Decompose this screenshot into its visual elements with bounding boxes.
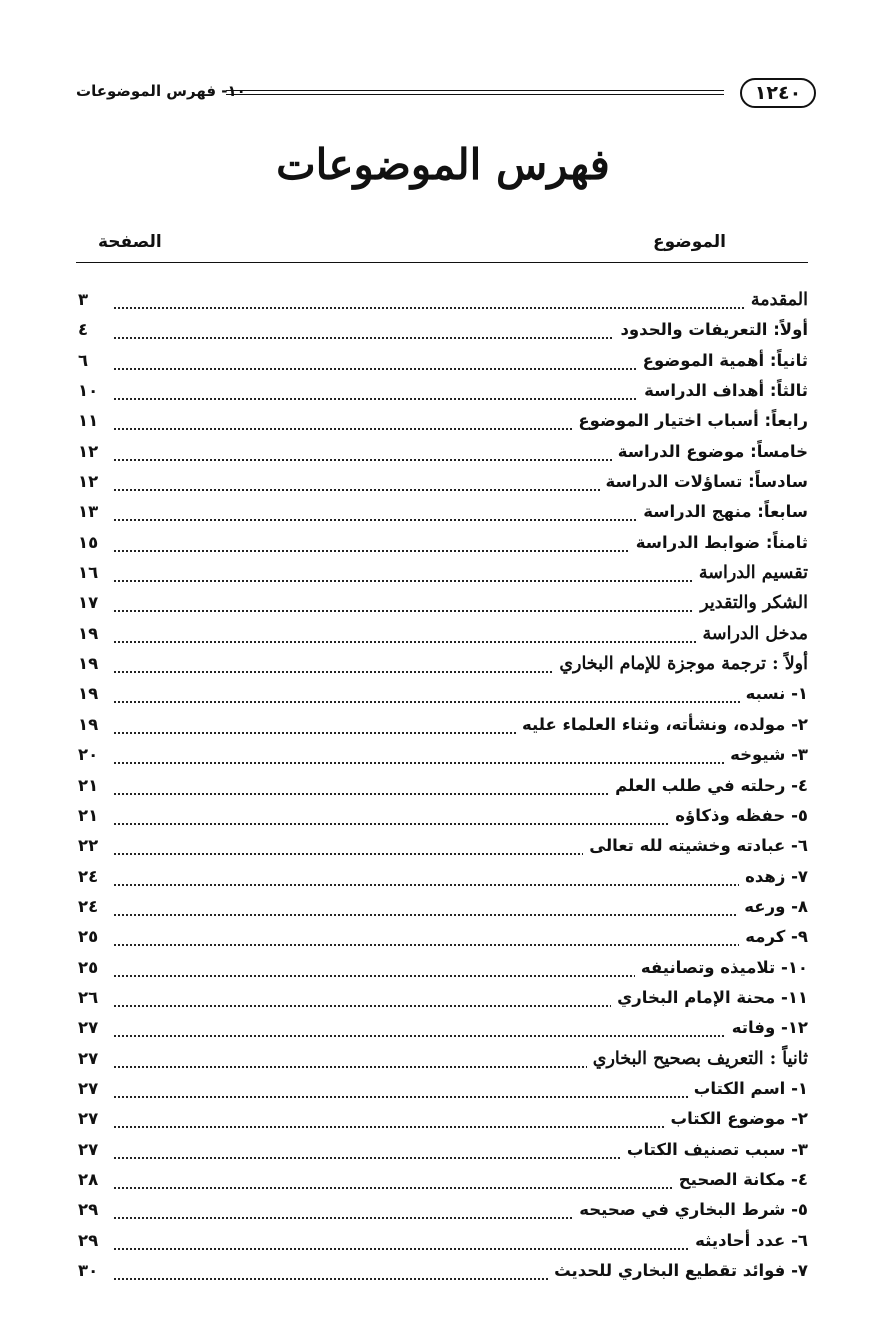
toc-entry xyxy=(78,440,808,470)
toc-entry-title: ٦- عدد أحاديثه xyxy=(689,1231,808,1250)
toc-entry-title: الشكر والتقدير xyxy=(694,593,808,613)
toc-entry xyxy=(78,349,808,379)
toc-entry-page: ٢٧ xyxy=(78,1109,114,1128)
toc-entry xyxy=(78,591,808,621)
toc-entry-page: ١٩ xyxy=(78,624,114,643)
toc-entry-page: ٢٤ xyxy=(78,867,114,886)
leader-dots xyxy=(114,914,808,916)
toc-entry xyxy=(78,834,808,864)
toc-entry-page: ٢٥ xyxy=(78,927,114,946)
toc-entry-page: ٢٧ xyxy=(78,1079,114,1098)
toc-entry-page: ١٧ xyxy=(78,593,114,612)
toc-entry xyxy=(78,895,808,925)
toc-entry-page: ٢٥ xyxy=(78,958,114,977)
toc-entry-title: ٢- مولده، ونشأته، وثناء العلماء عليه xyxy=(516,715,808,734)
toc-entry xyxy=(78,409,808,439)
toc-entry xyxy=(78,804,808,834)
toc-entry-page: ١١ xyxy=(78,411,114,430)
toc-entry-page: ٢٦ xyxy=(78,988,114,1007)
toc-entry xyxy=(78,925,808,955)
toc-entry xyxy=(78,1229,808,1259)
toc-entry xyxy=(78,1077,808,1107)
toc-entry-page: ١٩ xyxy=(78,715,114,734)
toc-entry-page: ٢٩ xyxy=(78,1231,114,1250)
toc-entry-title: أولاً : ترجمة موجزة للإمام البخاري xyxy=(553,654,808,674)
toc-entry xyxy=(78,1138,808,1168)
toc-entry xyxy=(78,379,808,409)
leader-dots xyxy=(114,1035,808,1037)
toc-entry-title: ثانياً : التعريف بصحيح البخاري xyxy=(587,1049,808,1069)
toc-entry-title: ٣- سبب تصنيف الكتاب xyxy=(621,1140,808,1159)
toc-entry-title: سادساً: تساؤلات الدراسة xyxy=(600,472,808,491)
toc-entry xyxy=(78,561,808,591)
toc-entry xyxy=(78,986,808,1016)
toc-entry-page: ١٢ xyxy=(78,472,114,491)
toc-entry xyxy=(78,470,808,500)
toc-entry-page: ١٥ xyxy=(78,533,114,552)
toc-entry-title: ثانياً: أهمية الموضوع xyxy=(637,351,808,370)
toc-entry xyxy=(78,318,808,348)
toc-entry-page: ٢٧ xyxy=(78,1018,114,1037)
toc-entry xyxy=(78,865,808,895)
toc-entry-title: ١٠- تلاميذه وتصانيفه xyxy=(635,958,808,977)
toc-entry xyxy=(78,500,808,530)
toc-entry-page: ٢٩ xyxy=(78,1200,114,1219)
toc-entry xyxy=(78,956,808,986)
toc-entry-title: تقسيم الدراسة xyxy=(693,563,808,583)
column-headers xyxy=(76,232,816,262)
toc-entry-page: ١٣ xyxy=(78,502,114,521)
toc-entry-title: ٩- كرمه xyxy=(739,927,808,946)
toc-entry-title: رابعاً: أسباب اختيار الموضوع xyxy=(572,411,808,430)
toc-entry-title: ١- نسبه xyxy=(740,684,808,703)
page-number: ١٢٤٠ xyxy=(754,82,802,104)
toc-entry-page: ٢١ xyxy=(78,806,114,825)
toc-entry-title: ٨- ورعه xyxy=(738,897,808,916)
header-divider xyxy=(76,262,808,263)
toc-entry xyxy=(78,1047,808,1077)
toc-entry-title: سابعاً: منهج الدراسة xyxy=(637,502,808,521)
toc-entry-page: ١٢ xyxy=(78,442,114,461)
toc-entry-title: ثامناً: ضوابط الدراسة xyxy=(630,533,808,552)
toc-entry-page: ١٦ xyxy=(78,563,114,582)
toc-list xyxy=(78,288,808,1289)
toc-entry xyxy=(78,622,808,652)
toc-entry-page: ١٠ xyxy=(78,381,114,400)
toc-entry-page: ٣٠ xyxy=(78,1261,114,1280)
toc-entry-title: ١١- محنة الإمام البخاري xyxy=(611,988,808,1007)
header-rule xyxy=(226,90,724,95)
leader-dots xyxy=(114,944,808,946)
toc-entry-page: ٢٧ xyxy=(78,1049,114,1068)
toc-entry xyxy=(78,713,808,743)
toc-entry xyxy=(78,1198,808,1228)
toc-entry-page: ٢٨ xyxy=(78,1170,114,1189)
toc-entry-title: ١- اسم الكتاب xyxy=(688,1079,808,1098)
toc-entry-title: ٢- موضوع الكتاب xyxy=(665,1109,809,1128)
toc-entry xyxy=(78,1107,808,1137)
toc-entry-title: ٣- شيوخه xyxy=(724,745,808,764)
toc-entry-title: أولاً: التعريفات والحدود xyxy=(614,320,808,339)
page-number-badge xyxy=(740,78,816,108)
toc-entry-title: ٤- رحلته في طلب العلم xyxy=(609,776,808,795)
toc-entry-page: ٢٧ xyxy=(78,1140,114,1159)
toc-entry xyxy=(78,743,808,773)
toc-entry-page: ٦ xyxy=(78,351,114,370)
toc-entry-page: ٣ xyxy=(78,290,114,309)
leader-dots xyxy=(114,884,808,886)
toc-entry xyxy=(78,774,808,804)
toc-entry xyxy=(78,682,808,712)
toc-entry-page: ١٩ xyxy=(78,654,114,673)
toc-entry-page: ٢١ xyxy=(78,776,114,795)
toc-entry-title: ٧- زهده xyxy=(739,867,808,886)
leader-dots xyxy=(114,701,808,703)
page-column-header: الصفحة xyxy=(98,232,162,252)
leader-dots xyxy=(114,762,808,764)
toc-entry-page: ١٩ xyxy=(78,684,114,703)
toc-entry-title: ٥- حفظه وذكاؤه xyxy=(669,806,808,825)
toc-entry-title: مدخل الدراسة xyxy=(697,624,808,644)
toc-entry-title: ٤- مكانة الصحيح xyxy=(673,1170,808,1189)
chapter-label: ١٠- فهرس الموضوعات xyxy=(76,82,246,100)
toc-entry xyxy=(78,1259,808,1289)
toc-entry-title: ١٢- وفاته xyxy=(726,1018,808,1037)
toc-entry-title: ٥- شرط البخاري في صحيحه xyxy=(573,1200,808,1219)
toc-entry-title: ٦- عبادته وخشيته لله تعالى xyxy=(583,836,808,855)
toc-entry xyxy=(78,288,808,318)
topic-column-header: الموضوع xyxy=(653,232,726,252)
toc-entry-page: ٢٤ xyxy=(78,897,114,916)
toc-entry-page: ٢٠ xyxy=(78,745,114,764)
toc-entry xyxy=(78,1168,808,1198)
toc-entry xyxy=(78,531,808,561)
toc-entry-title: ٧- فوائد تقطيع البخاري للحديث xyxy=(548,1261,808,1280)
page-title: فهرس الموضوعات xyxy=(276,140,610,189)
toc-entry-title: خامساً: موضوع الدراسة xyxy=(612,442,808,461)
leader-dots xyxy=(114,307,808,309)
toc-entry xyxy=(78,1016,808,1046)
toc-entry xyxy=(78,652,808,682)
toc-entry-page: ٤ xyxy=(78,320,114,339)
toc-entry-page: ٢٢ xyxy=(78,836,114,855)
toc-entry-title: ثالثاً: أهداف الدراسة xyxy=(638,381,808,400)
toc-entry-title: المقدمة xyxy=(745,290,808,310)
running-header xyxy=(76,76,816,112)
